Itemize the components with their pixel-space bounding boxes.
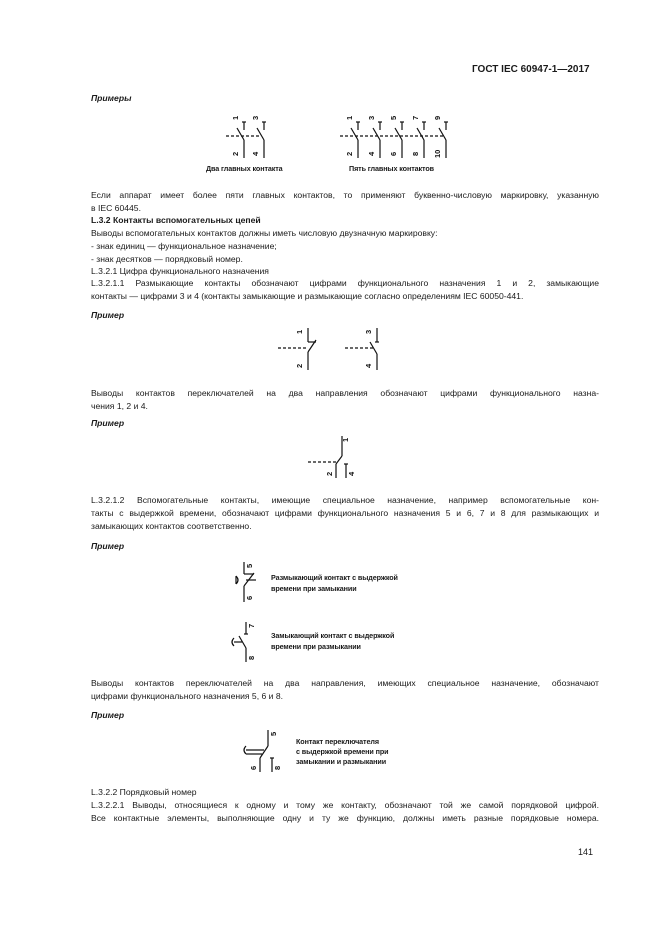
paragraph-line: L.3.2.2.1 Выводы, относящиеся к одному и тому же контакту, обозначают той же самой порядковой цифрой. — [91, 800, 599, 810]
example-label: Пример — [91, 418, 125, 428]
terminal-label: 4 — [251, 151, 260, 156]
terminal-label: 8 — [247, 655, 256, 660]
nc-contact-figure — [278, 324, 328, 374]
paragraph-line: такты с выдержкой времени, обозначают цифрами функционального назначения 5 и 6, 7 и 8 для размыкающих и — [91, 508, 599, 518]
terminal-label: 1 — [295, 329, 304, 334]
terminal-label: 7 — [411, 115, 420, 120]
paragraph-line: L.3.2.1.1 Размыкающие контакты обозначают цифрами функционального назначения 1 и 2, замыкающие — [91, 278, 599, 288]
terminal-label: 3 — [364, 329, 373, 334]
terminal-label: 3 — [367, 115, 376, 120]
paragraph-line: чения 1, 2 и 4. — [91, 401, 148, 411]
subsection-title: L.3.2.2 Порядковый номер — [91, 787, 197, 797]
paragraph-line: Все контактные элементы, выполняющие одну и ту же функцию, должны иметь разные порядковые номера. — [91, 813, 599, 823]
terminal-label: 5 — [389, 115, 398, 120]
paragraph-line: контакты — цифрами 3 и 4 (контакты замыкающие и размыкающие согласно определениям IEC 60050-441. — [91, 291, 524, 301]
delay-nc-caption: Размыкающий контакт с выдержкой — [271, 573, 398, 582]
terminal-label: 3 — [251, 115, 260, 120]
terminal-label: 5 — [269, 731, 278, 736]
terminal-label: 10 — [433, 149, 442, 158]
delay-no-contact-figure — [232, 620, 266, 664]
delay-nc-contact-figure — [232, 560, 266, 604]
paragraph-line: замыкающих контактов соответственно. — [91, 521, 252, 531]
paragraph-line: Выводы вспомогательных контактов должны иметь числовую двузначную маркировку: — [91, 228, 438, 238]
page-number: 141 — [578, 847, 594, 857]
terminal-label: 7 — [247, 623, 256, 628]
terminal-label: 2 — [345, 151, 354, 156]
document-header: ГОСТ IEC 60947-1—2017 — [472, 64, 590, 75]
paragraph-line: Выводы контактов переключателей на два направления, имеющих специальное назначение, обозначают — [91, 678, 599, 688]
terminal-label: 6 — [389, 151, 398, 156]
list-item: - знак десятков — порядковый номер. — [91, 254, 243, 264]
terminal-label: 4 — [367, 151, 376, 156]
no-contact-figure — [345, 324, 395, 374]
delay-changeover-contact-figure — [242, 728, 282, 774]
two-main-contacts-caption: Два главных контакта — [206, 164, 283, 173]
paragraph-line: Выводы контактов переключателей на два направления обозначают цифрами функционального назна- — [91, 388, 599, 398]
delay-changeover-caption: Контакт переключателя — [296, 737, 379, 746]
paragraph-line: цифрами функционального назначения 5, 6 и 8. — [91, 691, 284, 701]
example-label: Пример — [91, 310, 125, 320]
section-title: L.3.2 Контакты вспомогательных цепей — [91, 215, 261, 225]
terminal-label: 2 — [325, 471, 334, 476]
two-main-contacts-figure — [226, 110, 276, 162]
terminal-label: 4 — [347, 471, 356, 476]
delay-changeover-caption: с выдержкой времени при — [296, 747, 389, 756]
terminal-label: 1 — [231, 115, 240, 120]
paragraph-line: L.3.2.1.2 Вспомогательные контакты, имеющие специальное назначение, например вспомогательные кон- — [91, 495, 599, 505]
terminal-label: 1 — [341, 437, 350, 442]
terminal-label: 8 — [411, 151, 420, 156]
list-item: - знак единиц — функциональное назначение; — [91, 241, 277, 251]
terminal-label: 9 — [433, 115, 442, 120]
delay-no-caption: Замыкающий контакт с выдержкой — [271, 631, 395, 640]
terminal-label: 8 — [273, 765, 282, 770]
five-main-contacts-figure — [340, 110, 460, 162]
changeover-contact-figure — [308, 434, 358, 480]
terminal-label: 1 — [345, 115, 354, 120]
terminal-label: 2 — [295, 363, 304, 368]
terminal-label: 6 — [245, 595, 254, 600]
delay-no-caption: времени при размыкании — [271, 642, 361, 651]
delay-nc-caption: времени при замыкании — [271, 584, 357, 593]
examples-heading: Примеры — [91, 93, 132, 103]
terminal-label: 4 — [364, 363, 373, 368]
paragraph-line: Если аппарат имеет более пяти главных контактов, то применяют буквенно-числовую маркировку, указанную — [91, 190, 599, 200]
five-main-contacts-caption: Пять главных контактов — [349, 164, 434, 173]
terminal-label: 6 — [249, 765, 258, 770]
example-label: Пример — [91, 710, 125, 720]
subsection-title: L.3.2.1 Цифра функционального назначения — [91, 266, 269, 276]
example-label: Пример — [91, 541, 125, 551]
paragraph-line: в IEC 60445. — [91, 203, 141, 213]
delay-changeover-caption: замыкании и размыкании — [296, 757, 387, 766]
terminal-label: 5 — [245, 563, 254, 568]
terminal-label: 2 — [231, 151, 240, 156]
